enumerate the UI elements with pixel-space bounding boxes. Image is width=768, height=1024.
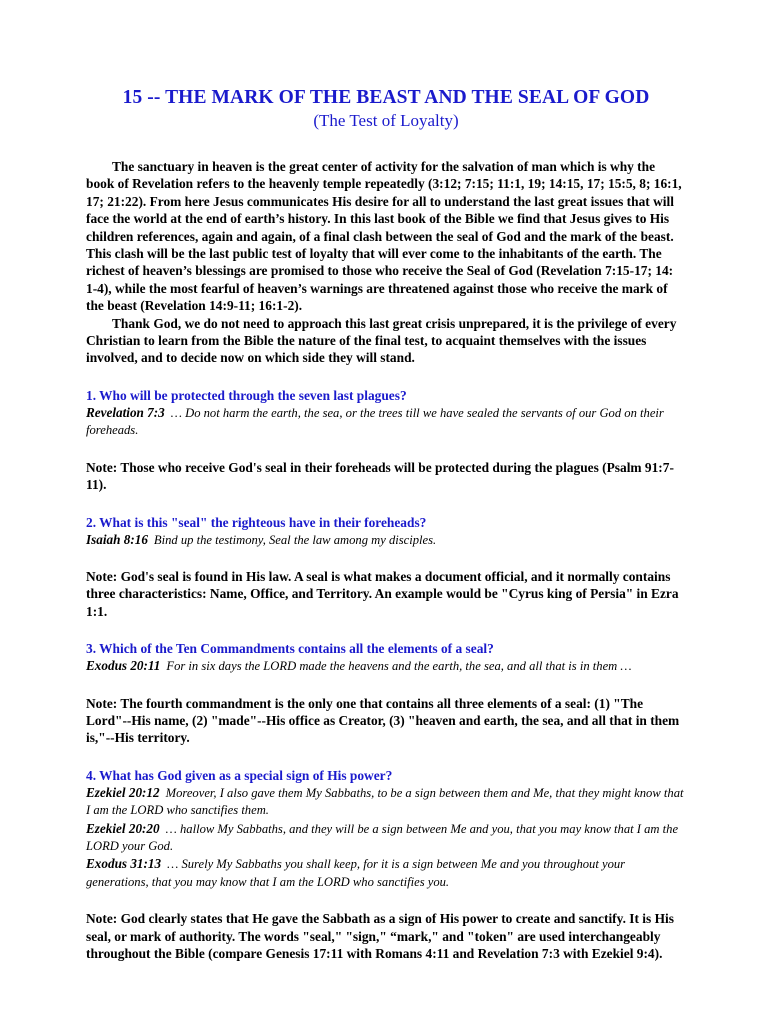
verse [86, 657, 686, 675]
verse-reference: Ezekiel 20:12 [86, 784, 160, 800]
verse [86, 855, 686, 891]
verse-text: For in six days the LORD made the heavens and the earth, the sea, and all that is in them … [166, 659, 632, 674]
note: Note: God clearly states that He gave the Sabbath as a sign of His power to create and sanctify. It is His seal, or mark of authority. The words "seal," "sign," “mark," and "token" are used interchangeably throughout the Bible (compare Genesis 17:11 with Romans 4:11 and Revelation 7:3 with Ezekiel 9:4). [86, 911, 674, 961]
question-heading: 1. Who will be protected through the seven last plagues? [86, 387, 407, 403]
verse-reference: Isaiah 8:16 [86, 531, 148, 547]
verse-reference: Ezekiel 20:20 [86, 820, 160, 836]
verse-text: … hallow My Sabbaths, and they will be a sign between Me and you, that you may know that I am the LORD your God. [86, 821, 679, 853]
verse-reference: Exodus 31:13 [86, 856, 162, 872]
verse-text: Bind up the testimony, Seal the law among my disciples. [153, 532, 437, 547]
note: Note: The fourth commandment is the only one that contains all three elements of a seal: (1) "The Lord"--His name, (2) "made"--His office as Creator, (3) "heaven and earth, the sea, and all that in them is,"--His territory. [86, 695, 680, 746]
question-section-3 [86, 640, 686, 747]
verse-reference: Exodus 20:11 [86, 658, 161, 674]
intro-paragraph-2: Thank God, we do not need to approach this last great crisis unprepared, it is the privilege of every Christian to learn from the Bible the nature of the final test, to acquaint themselves with the issues involved, and to decide now on which side they will stand. [86, 315, 677, 366]
question-heading: 4. What has God given as a special sign of His power? [86, 767, 393, 783]
question-section-4 [86, 767, 686, 963]
verse-text: … Do not harm the earth, the sea, or the trees till we have sealed the servants of our God on their foreheads. [86, 405, 664, 438]
question-heading: 2. What is this "seal" the righteous have in their foreheads? [86, 514, 427, 530]
note: Note: God's seal is found in His law. A seal is what makes a document official, and it normally contains three characteristics: Name, Office, and Territory. An example would be "Cyrus king of Persia" in Ezra 1:1. [86, 568, 679, 619]
intro-paragraph-1: The sanctuary in heaven is the great center of activity for the salvation of man which is why the book of Revelation refers to the heavenly temple repeatedly (3:12; 7:15; 11:1, 19; 14:15, 17; 15:5, 8; 16:1, 17; 21:22). From here Jesus communicates His desire for all to understand the last great issues that will face the world at the end of earth’s history. In this last book of the Bible we find that Jesus gives to His children references, again and again, of a final clash between the seal of God and the mark of the beast. This clash will be the last public test of loyalty that will ever come to the inhabitants of the earth. The richest of heaven’s blessings are promised to those who receive the Seal of God (Revelation 7:15-17; 14: 1-4), while the most fearful of heaven’s warnings are threatened against those who receive the mark of the beast (Revelation 14:9-11; 16:1-2). [86, 159, 682, 314]
verse [86, 404, 686, 440]
verse [86, 820, 686, 856]
verse-reference: Revelation 7:3 [86, 404, 165, 420]
question-heading: 3. Which of the Ten Commandments contains all the elements of a seal? [86, 641, 494, 657]
verse [86, 784, 686, 820]
document-page [86, 86, 686, 962]
page-subtitle: (The Test of Loyalty) [313, 111, 459, 130]
note: Note: Those who receive God's seal in their foreheads will be protected during the plagues (Psalm 91:7-11). [86, 459, 674, 493]
question-section-2 [86, 514, 686, 621]
verse-text: … Surely My Sabbaths you shall keep, for it is a sign between Me and you throughout your generations, that you may know that I am the LORD who sanctifies you. [86, 857, 626, 889]
verse-text: Moreover, I also gave them My Sabbaths, to be a sign between them and Me, that they might know that I am the LORD who sanctifies them. [86, 785, 684, 818]
verse [86, 531, 686, 549]
page-title: 15 -- THE MARK OF THE BEAST AND THE SEAL OF GOD [122, 87, 650, 108]
question-section-1 [86, 387, 686, 494]
